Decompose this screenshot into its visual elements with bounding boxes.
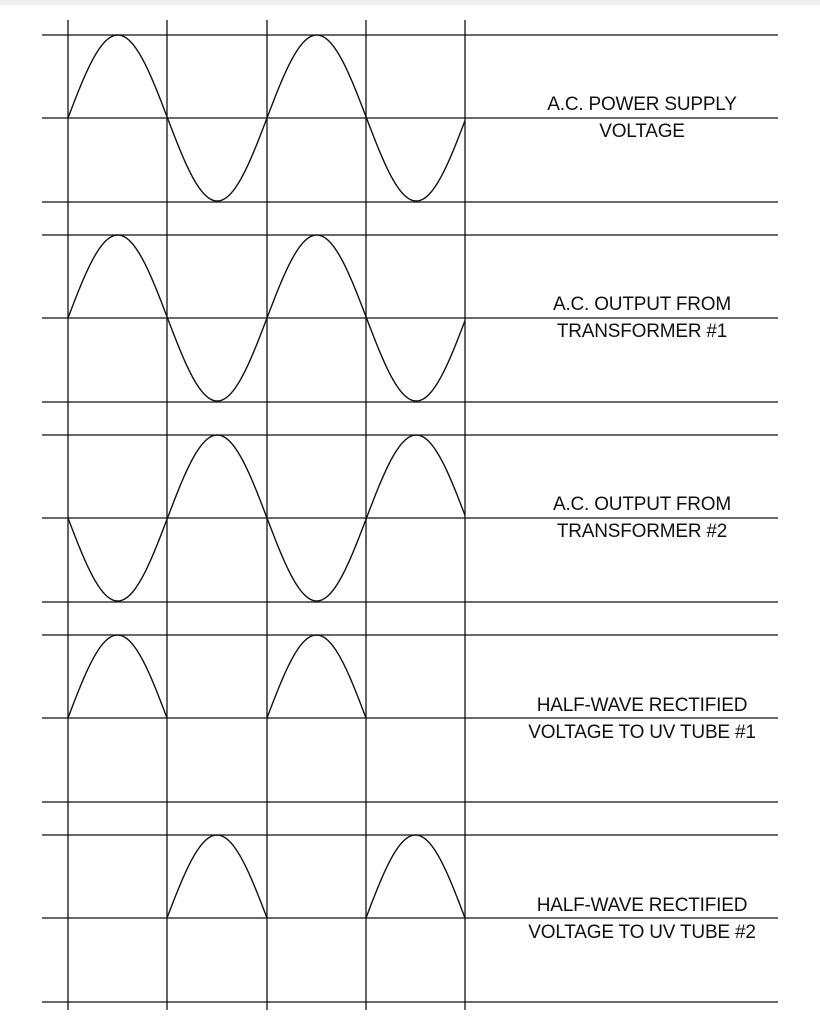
panel-4-rectified-pulse	[68, 635, 167, 718]
panel-5-rectified-pulse	[167, 835, 267, 918]
label-line: VOLTAGE	[599, 121, 685, 142]
label-line: A.C. OUTPUT FROM	[552, 494, 731, 515]
label-line: A.C. OUTPUT FROM	[552, 294, 731, 315]
label-line: HALF-WAVE RECTIFIED	[536, 895, 748, 916]
panel-label-uv-tube-2	[497, 892, 787, 946]
panel-label-transformer-1	[497, 291, 787, 345]
panel-label-uv-tube-1	[497, 692, 787, 746]
panel-5-rectified-pulse	[366, 835, 465, 918]
label-line: VOLTAGE TO UV TUBE #1	[528, 722, 756, 743]
label-line: TRANSFORMER #2	[556, 521, 728, 542]
panel-4-rectified-pulse	[267, 635, 366, 718]
label-line: VOLTAGE TO UV TUBE #2	[528, 922, 756, 943]
label-line: TRANSFORMER #1	[556, 321, 728, 342]
panel-label-ac-power-supply	[497, 91, 787, 145]
panel-label-transformer-2	[497, 491, 787, 545]
label-line: A.C. POWER SUPPLY	[547, 94, 737, 115]
label-line: HALF-WAVE RECTIFIED	[536, 695, 748, 716]
